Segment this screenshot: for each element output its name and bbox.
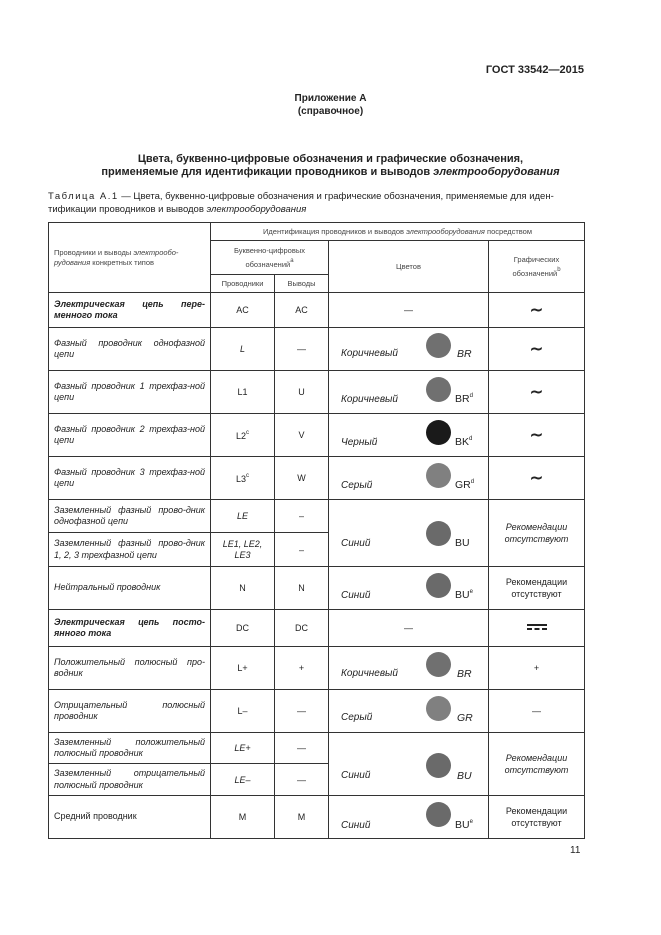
row-color — [329, 647, 489, 690]
row-name: Заземленный фазный прово-дник однофазной цепи — [49, 500, 211, 533]
row-terminal: — — [275, 733, 329, 764]
table-row — [49, 328, 585, 371]
color-name: Синий — [341, 820, 371, 831]
color-name: Коричневый — [341, 348, 398, 359]
row-color — [329, 733, 489, 796]
color-code: $BR^d$ — [455, 393, 473, 405]
header-terminals: Выводы — [275, 275, 329, 293]
row-terminal: — — [275, 328, 329, 371]
row-terminal: N — [275, 567, 329, 610]
row-terminal: – — [275, 533, 329, 567]
ac-symbol-icon: ∼ — [489, 293, 585, 328]
header-conductors: Проводники — [211, 275, 275, 293]
brown-swatch-icon — [426, 333, 451, 358]
row-graphic-none: Рекомендации отсутствуют — [489, 500, 585, 567]
row-conductor: L+ — [211, 647, 275, 690]
row-color — [329, 371, 489, 414]
identification-table — [48, 222, 585, 839]
color-name: Серый — [341, 712, 373, 723]
row-terminal: — — [275, 764, 329, 796]
row-conductor: L1 — [211, 371, 275, 414]
appendix-subtitle: (справочное) — [297, 106, 364, 117]
color-code: BU — [455, 537, 470, 549]
brown-swatch-icon — [426, 652, 451, 677]
table-row — [49, 371, 585, 414]
row-terminal: + — [275, 647, 329, 690]
color-name: Коричневый — [341, 394, 398, 405]
row-conductor: L2$^c$ — [211, 414, 275, 457]
grey-swatch-icon — [426, 463, 451, 488]
row-conductor: LE+ — [211, 733, 275, 764]
row-color — [329, 414, 489, 457]
blue-swatch-icon — [426, 753, 451, 778]
header-identification: Идентификация проводников и выводов электрооборудования посредством — [211, 223, 585, 241]
row-name: Отрицательный полюсный проводник — [49, 690, 211, 733]
color-code: GR — [457, 712, 473, 724]
row-name: Фазный проводник 3 трехфаз-ной цепи — [49, 457, 211, 500]
row-color — [329, 457, 489, 500]
row-conductor: AC — [211, 293, 275, 328]
color-code: $BU^e$ — [455, 819, 473, 831]
color-code: BR — [457, 348, 472, 360]
row-conductor: LE1, LE2, LE3 — [211, 533, 275, 567]
color-name: Синий — [341, 590, 371, 601]
table-row — [49, 414, 585, 457]
row-name: Фазный проводник 2 трехфаз-ной цепи — [49, 414, 211, 457]
row-name: Фазный проводник однофазной цепи — [49, 328, 211, 371]
plus-symbol-icon: + — [489, 647, 585, 690]
table-row — [49, 567, 585, 610]
brown-swatch-icon — [426, 377, 451, 402]
row-graphic-none: Рекомендации отсутствуют — [489, 796, 585, 839]
color-code: BR — [457, 668, 472, 680]
row-terminal: V — [275, 414, 329, 457]
color-name: Черный — [341, 437, 378, 448]
row-conductor: L– — [211, 690, 275, 733]
color-code: $BU^e$ — [455, 589, 473, 601]
header-conductor-types: Проводники и выводы электрообо- рудования конкретных типов — [49, 223, 211, 293]
row-color — [329, 796, 489, 839]
row-name: Заземленный фазный прово-дник 1, 2, 3 трехфазной цепи — [49, 533, 211, 567]
row-terminal: DC — [275, 610, 329, 647]
row-color — [329, 500, 489, 567]
row-conductor: LE– — [211, 764, 275, 796]
row-terminal: U — [275, 371, 329, 414]
blue-swatch-icon — [426, 802, 451, 827]
row-name: Нейтральный проводник — [49, 567, 211, 610]
header-alphanumeric: Буквенно-цифровых обозначений$^a$ — [211, 241, 329, 275]
row-name: Электрическая цепь пере-менного тока — [49, 293, 211, 328]
header-colors: Цветов — [329, 241, 489, 293]
ac-symbol-icon: ∼ — [489, 328, 585, 371]
row-conductor: L — [211, 328, 275, 371]
table-row — [49, 647, 585, 690]
row-name: Положительный полюсный про-водник — [49, 647, 211, 690]
appendix-title: Приложение А — [294, 93, 367, 104]
minus-symbol-icon: — — [489, 690, 585, 733]
row-name: Средний проводник — [49, 796, 211, 839]
color-name: Синий — [341, 538, 371, 549]
row-name: Заземленный положительный полюсный проводник — [49, 733, 211, 764]
blue-swatch-icon — [426, 573, 451, 598]
row-terminal: – — [275, 500, 329, 533]
row-graphic-none: Рекомендации отсутствуют — [489, 733, 585, 796]
table-row — [49, 690, 585, 733]
table-row — [49, 733, 585, 764]
black-swatch-icon — [426, 420, 451, 445]
row-color — [329, 567, 489, 610]
row-color-none: — — [329, 610, 489, 647]
row-name: Заземленный отрицательный полюсный проводник — [49, 764, 211, 796]
table-row — [49, 610, 585, 647]
table-caption: Таблица А.1 — Цвета, буквенно-цифровые обозначения и графические обозначения, применяемые для иден- тификации проводников и выводов электрооборудования — [48, 191, 554, 215]
table-row — [49, 796, 585, 839]
color-code: $GR^d$ — [455, 479, 475, 491]
table-row — [49, 500, 585, 533]
color-name: Синий — [341, 770, 371, 781]
table-row — [49, 293, 585, 328]
document-title-line2: применяемые для идентификации проводников и выводов электрооборудования — [101, 166, 560, 178]
row-color — [329, 690, 489, 733]
row-terminal: W — [275, 457, 329, 500]
row-graphic-none: Рекомендации отсутствуют — [489, 567, 585, 610]
row-conductor: N — [211, 567, 275, 610]
row-conductor: LE — [211, 500, 275, 533]
blue-swatch-icon — [426, 521, 451, 546]
dc-symbol-icon — [489, 610, 585, 647]
row-color-none: — — [329, 293, 489, 328]
color-code: $BK^d$ — [455, 436, 473, 448]
row-conductor: DC — [211, 610, 275, 647]
color-name: Коричневый — [341, 668, 398, 679]
row-terminal: AC — [275, 293, 329, 328]
color-code: BU — [457, 770, 472, 782]
standard-number: ГОСТ 33542—2015 — [485, 64, 584, 76]
row-name: Фазный проводник 1 трехфаз-ной цепи — [49, 371, 211, 414]
ac-symbol-icon: ∼ — [489, 371, 585, 414]
ac-symbol-icon: ∼ — [489, 457, 585, 500]
ac-symbol-icon: ∼ — [489, 414, 585, 457]
row-terminal: — — [275, 690, 329, 733]
page-number: 11 — [570, 845, 581, 856]
row-name: Электрическая цепь посто-янного тока — [49, 610, 211, 647]
row-color — [329, 328, 489, 371]
row-conductor: L3$^c$ — [211, 457, 275, 500]
header-graphic: Графических обозначений$^b$ — [489, 241, 585, 293]
grey-swatch-icon — [426, 696, 451, 721]
row-conductor: M — [211, 796, 275, 839]
document-title-line1: Цвета, буквенно-цифровые обозначения и графические обозначения, — [137, 153, 524, 165]
table-row — [49, 457, 585, 500]
color-name: Серый — [341, 480, 373, 491]
row-terminal: M — [275, 796, 329, 839]
